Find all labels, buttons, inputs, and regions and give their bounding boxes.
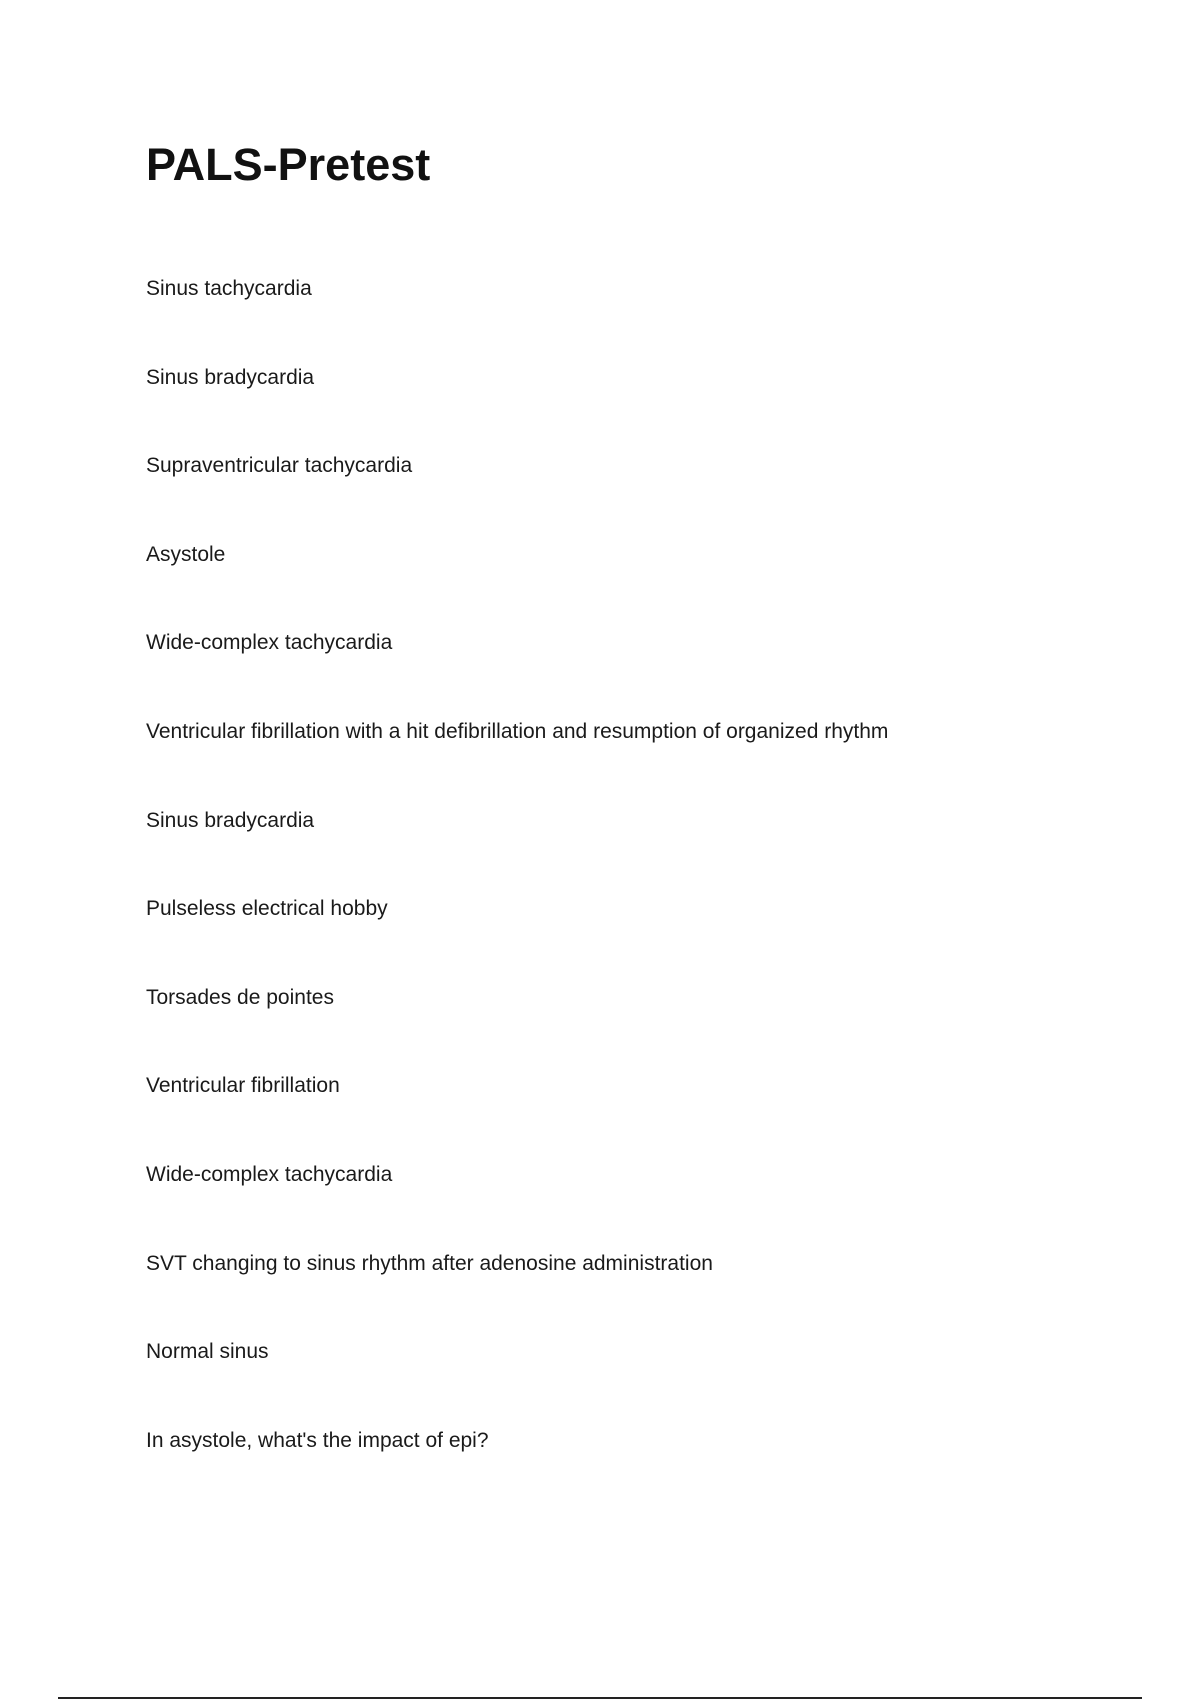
list-item: Wide-complex tachycardia (146, 631, 393, 655)
list-item: Normal sinus (146, 1340, 269, 1364)
list-item: Pulseless electrical hobby (146, 897, 388, 921)
list-item: Wide-complex tachycardia (146, 1162, 393, 1186)
list-item: Sinus bradycardia (146, 808, 315, 832)
list-item: In asystole, what's the impact of epi? (146, 1428, 489, 1452)
list-item: Asystole (146, 542, 226, 566)
list-item: Ventricular fibrillation with a hit defibrillation and resumption of organized rhythm (146, 719, 889, 743)
footer-divider (58, 1697, 1142, 1699)
list-item: Ventricular fibrillation (146, 1074, 340, 1098)
list-item: Sinus bradycardia (146, 365, 315, 389)
list-item: Supraventricular tachycardia (146, 454, 413, 478)
page-title: PALS-Pretest (146, 139, 431, 190)
list-item: Sinus tachycardia (146, 277, 312, 300)
answer-list (146, 276, 888, 1516)
list-item: Torsades de pointes (146, 985, 334, 1009)
list-item: SVT changing to sinus rhythm after adenosine administration (146, 1251, 713, 1275)
